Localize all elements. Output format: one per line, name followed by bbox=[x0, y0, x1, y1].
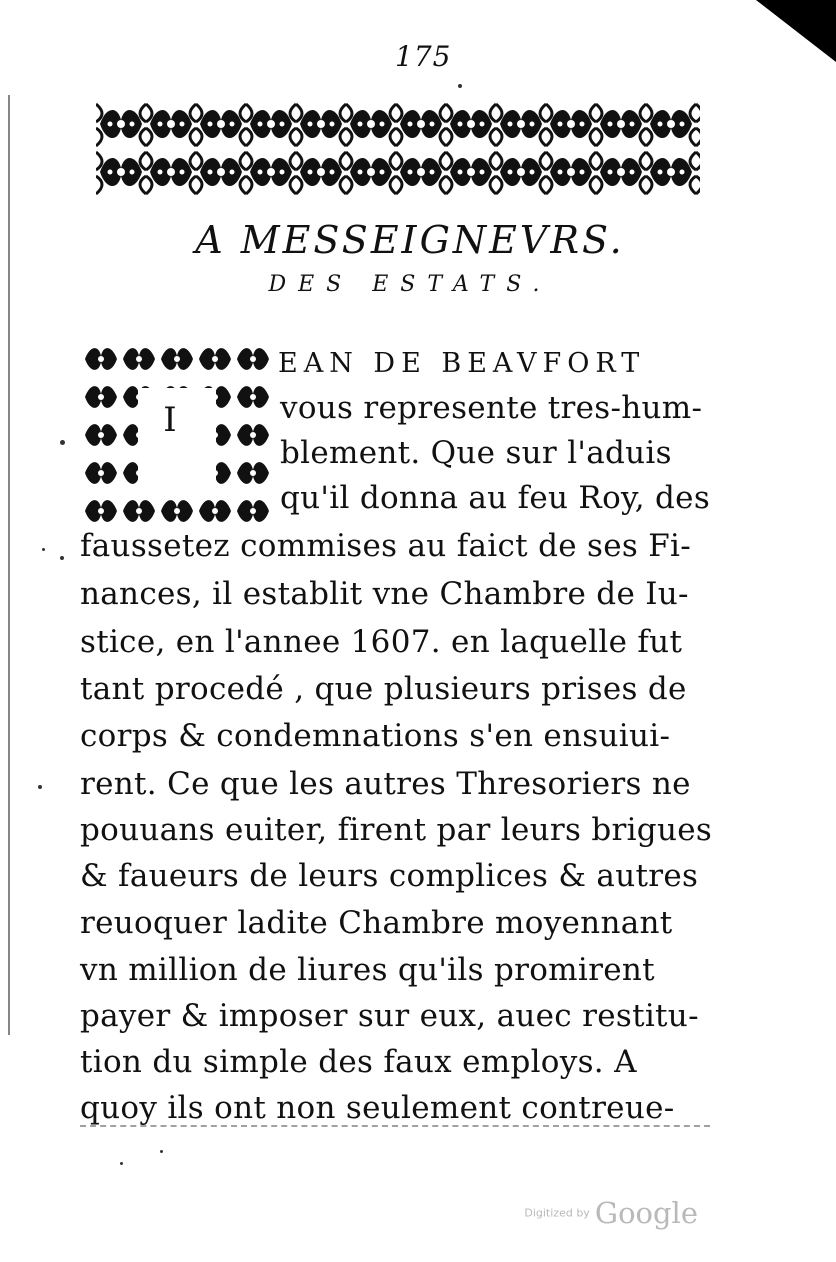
text-line: quoy ils ont non seulement contreue- bbox=[80, 1090, 675, 1126]
ornamental-headpiece bbox=[96, 100, 700, 196]
text-line: qu'il donna au feu Roy, des bbox=[280, 480, 711, 516]
ink-speck bbox=[160, 1150, 163, 1153]
text-line: tion du simple des faux employs. A bbox=[80, 1044, 637, 1080]
drop-cap-letter: I bbox=[150, 400, 190, 440]
watermark-prefix: Digitized by bbox=[524, 1206, 590, 1220]
ink-speck bbox=[458, 84, 462, 88]
page-number: 175 bbox=[395, 40, 452, 73]
text-line: reuoquer ladite Chambre moyennant bbox=[80, 905, 673, 941]
ink-speck bbox=[42, 548, 45, 551]
text-line: pouuans euiter, firent par leurs brigues bbox=[80, 812, 713, 848]
text-line: & faueurs de leurs complices & autres bbox=[80, 858, 699, 894]
heading-subtitle: DES ESTATS. bbox=[268, 272, 552, 297]
page-corner-shadow bbox=[736, 0, 836, 70]
ink-speck bbox=[120, 1162, 123, 1165]
text-line: vous represente tres-hum- bbox=[280, 390, 703, 426]
page-edge-line bbox=[8, 95, 10, 1035]
ink-speck bbox=[60, 556, 64, 560]
ink-speck bbox=[38, 785, 42, 789]
text-line: corps & condemnations s'en ensuiui- bbox=[80, 718, 671, 754]
opening-line: EAN DE BEAVFORT bbox=[278, 348, 646, 379]
heading-title: A MESSEIGNEVRS. bbox=[195, 218, 625, 262]
text-line: vn million de liures qu'ils promirent bbox=[80, 952, 655, 988]
text-line: rent. Ce que les autres Thresoriers ne bbox=[80, 766, 691, 802]
bottom-rule bbox=[80, 1125, 710, 1127]
text-line: nances, il establit vne Chambre de Iu- bbox=[80, 576, 689, 612]
watermark-brand: Google bbox=[594, 1196, 698, 1230]
text-line: stice, en l'annee 1607. en laquelle fut bbox=[80, 624, 683, 660]
text-line: tant procedé , que plusieurs prises de bbox=[80, 671, 687, 707]
ink-speck bbox=[60, 440, 65, 445]
text-line: payer & imposer sur eux, auec restitu- bbox=[80, 998, 699, 1034]
text-line: blement. Que sur l'aduis bbox=[280, 435, 672, 471]
text-line: faussetez commises au faict de ses Fi- bbox=[80, 528, 692, 564]
digitized-watermark bbox=[524, 1196, 698, 1230]
